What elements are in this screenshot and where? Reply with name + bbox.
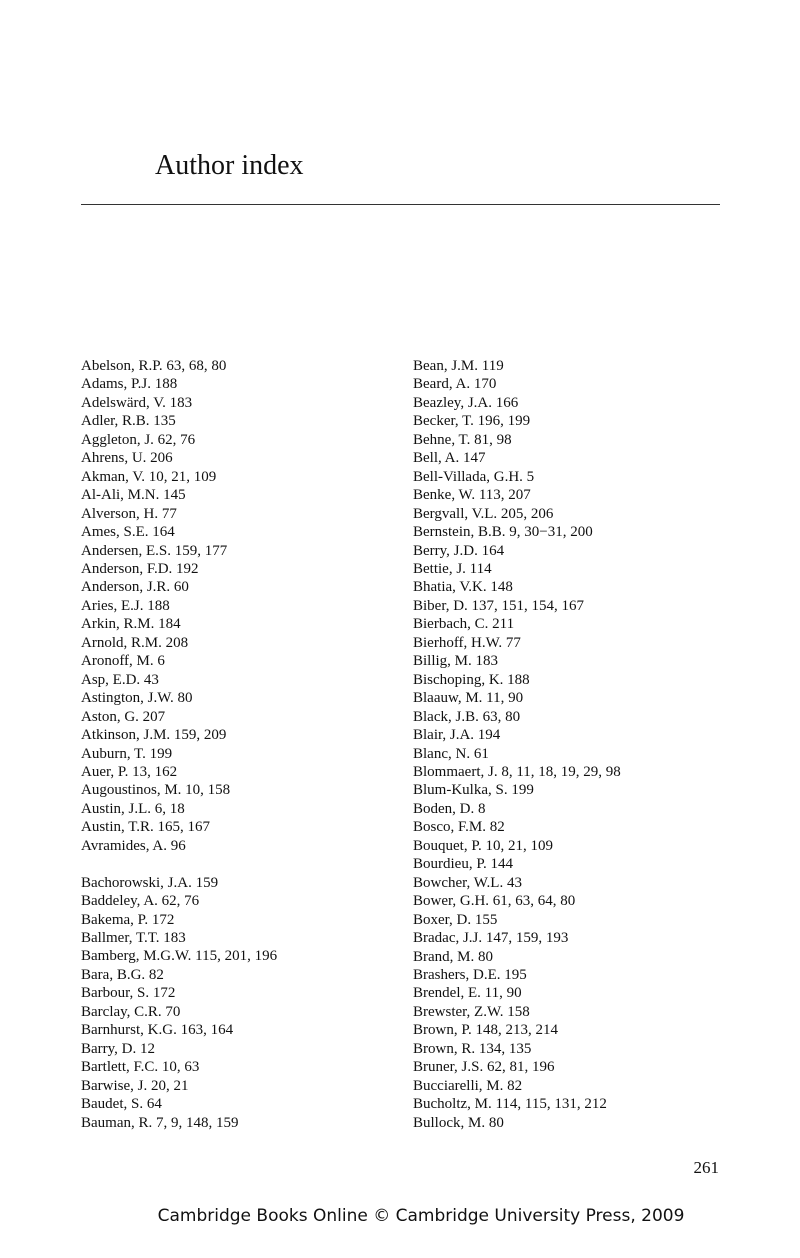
index-entry: Bowcher, W.L. 43 [413,874,522,891]
index-entry: Blommaert, J. 8, 11, 18, 19, 29, 98 [413,763,621,780]
index-entry: Aronoff, M. 6 [81,653,165,670]
index-column-left [81,357,401,1132]
index-entry: Barnhurst, K.G. 163, 164 [81,1022,234,1039]
index-entry: Bosco, F.M. 82 [413,819,505,836]
index-entry: Bradac, J.J. 147, 159, 193 [413,930,569,947]
index-entry: Boxer, D. 155 [413,911,498,928]
index-entry: Al-Ali, M.N. 145 [81,487,186,504]
index-entry: Austin, J.L. 6, 18 [81,800,185,817]
index-entry: Adler, R.B. 135 [81,413,176,430]
copyright-footer: Cambridge Books Online © Cambridge University Press, 2009 [157,1206,685,1226]
index-entry: Bauman, R. 7, 9, 148, 159 [81,1114,239,1131]
index-entry: Barry, D. 12 [81,1040,156,1057]
index-entry: Barwise, J. 20, 21 [81,1077,189,1094]
index-entry: Adelswärd, V. 183 [81,394,193,411]
index-entry: Alverson, H. 77 [81,505,177,522]
index-entry: Bean, J.M. 119 [413,358,504,374]
page-title: Author index [155,150,304,181]
index-entry: Boden, D. 8 [413,800,486,817]
index-entry: Blaauw, M. 11, 90 [413,690,524,707]
index-entry: Behne, T. 81, 98 [413,431,512,448]
index-entry: Bergvall, V.L. 205, 206 [413,505,554,522]
index-entry: Akman, V. 10, 21, 109 [81,468,217,485]
index-entry: Auer, P. 13, 162 [81,763,178,780]
index-entry: Becker, T. 196, 199 [413,413,531,430]
index-entry: Anderson, J.R. 60 [81,579,189,596]
index-entry: Brashers, D.E. 195 [413,966,527,983]
index-entry: Blanc, N. 61 [413,745,489,762]
index-entry: Bouquet, P. 10, 21, 109 [413,837,554,854]
index-entry: Bachorowski, J.A. 159 [81,874,219,891]
index-entry: Biber, D. 137, 151, 154, 167 [413,597,585,614]
index-entry: Bruner, J.S. 62, 81, 196 [413,1059,555,1076]
index-entry: Arkin, R.M. 184 [81,616,181,633]
index-entry: Brewster, Z.W. 158 [413,1003,530,1020]
index-entry: Bischoping, K. 188 [413,671,530,688]
index-entry: Baudet, S. 64 [81,1096,162,1113]
index-entry: Baddeley, A. 62, 76 [81,893,200,910]
index-entry: Andersen, E.S. 159, 177 [81,542,228,559]
index-entry: Bakema, P. 172 [81,911,175,928]
index-entry: Bartlett, F.C. 10, 63 [81,1059,200,1076]
index-entry: Bhatia, V.K. 148 [413,579,513,596]
index-entry: Brand, M. 80 [413,948,493,965]
index-entry: Blum-Kulka, S. 199 [413,782,534,799]
index-entry: Benke, W. 113, 207 [413,487,531,504]
index-entry: Bierhoff, H.W. 77 [413,634,521,651]
index-entry: Barclay, C.R. 70 [81,1003,181,1020]
index-entry: Arnold, R.M. 208 [81,634,189,651]
index-entry: Bell-Villada, G.H. 5 [413,468,535,485]
index-column-right [413,357,733,1132]
index-entry: Ahrens, U. 206 [81,450,173,467]
index-entry: Atkinson, J.M. 159, 209 [81,727,227,744]
index-entry: Bernstein, B.B. 9, 30−31, 200 [413,524,593,541]
index-entry: Brown, P. 148, 213, 214 [413,1022,559,1039]
index-entry: Bara, B.G. 82 [81,966,164,983]
index-entry: Brown, R. 134, 135 [413,1040,532,1057]
index-entry: Bettie, J. 114 [413,560,492,577]
index-entry: Adams, P.J. 188 [81,376,178,393]
index-entry: Anderson, F.D. 192 [81,560,199,577]
index-entry: Aries, E.J. 188 [81,597,170,614]
index-entry: Blair, J.A. 194 [413,727,501,744]
index-entry: Bower, G.H. 61, 63, 64, 80 [413,893,576,910]
index-entry: Beazley, J.A. 166 [413,394,519,411]
index-entry: Bierbach, C. 211 [413,616,515,633]
index-entry: Bucholtz, M. 114, 115, 131, 212 [413,1096,607,1113]
index-entry: Ames, S.E. 164 [81,524,175,541]
page-number: 261 [693,1158,719,1177]
index-entry: Astington, J.W. 80 [81,690,193,707]
index-entry: Billig, M. 183 [413,653,499,670]
index-entry: Bucciarelli, M. 82 [413,1077,523,1094]
index-entry: Bamberg, M.G.W. 115, 201, 196 [81,948,278,965]
index-entry: Barbour, S. 172 [81,985,176,1002]
index-entry: Abelson, R.P. 63, 68, 80 [81,358,227,374]
index-entry: Aggleton, J. 62, 76 [81,431,196,448]
index-entry: Auburn, T. 199 [81,745,173,762]
index-entry: Austin, T.R. 165, 167 [81,819,211,836]
index-entry: Asp, E.D. 43 [81,671,159,688]
index-entry: Ballmer, T.T. 183 [81,930,186,947]
index-entry: Beard, A. 170 [413,376,497,393]
index-entry: Aston, G. 207 [81,708,166,725]
index-entry: Bell, A. 147 [413,450,486,467]
index-entry: Brendel, E. 11, 90 [413,985,522,1002]
index-entry: Black, J.B. 63, 80 [413,708,521,725]
index-entry: Bourdieu, P. 144 [413,856,514,873]
index-entry: Bullock, M. 80 [413,1114,504,1131]
index-entry: Augoustinos, M. 10, 158 [81,782,231,799]
index-entry: Avramides, A. 96 [81,837,186,854]
title-rule [81,204,720,205]
index-entry: Berry, J.D. 164 [413,542,505,559]
